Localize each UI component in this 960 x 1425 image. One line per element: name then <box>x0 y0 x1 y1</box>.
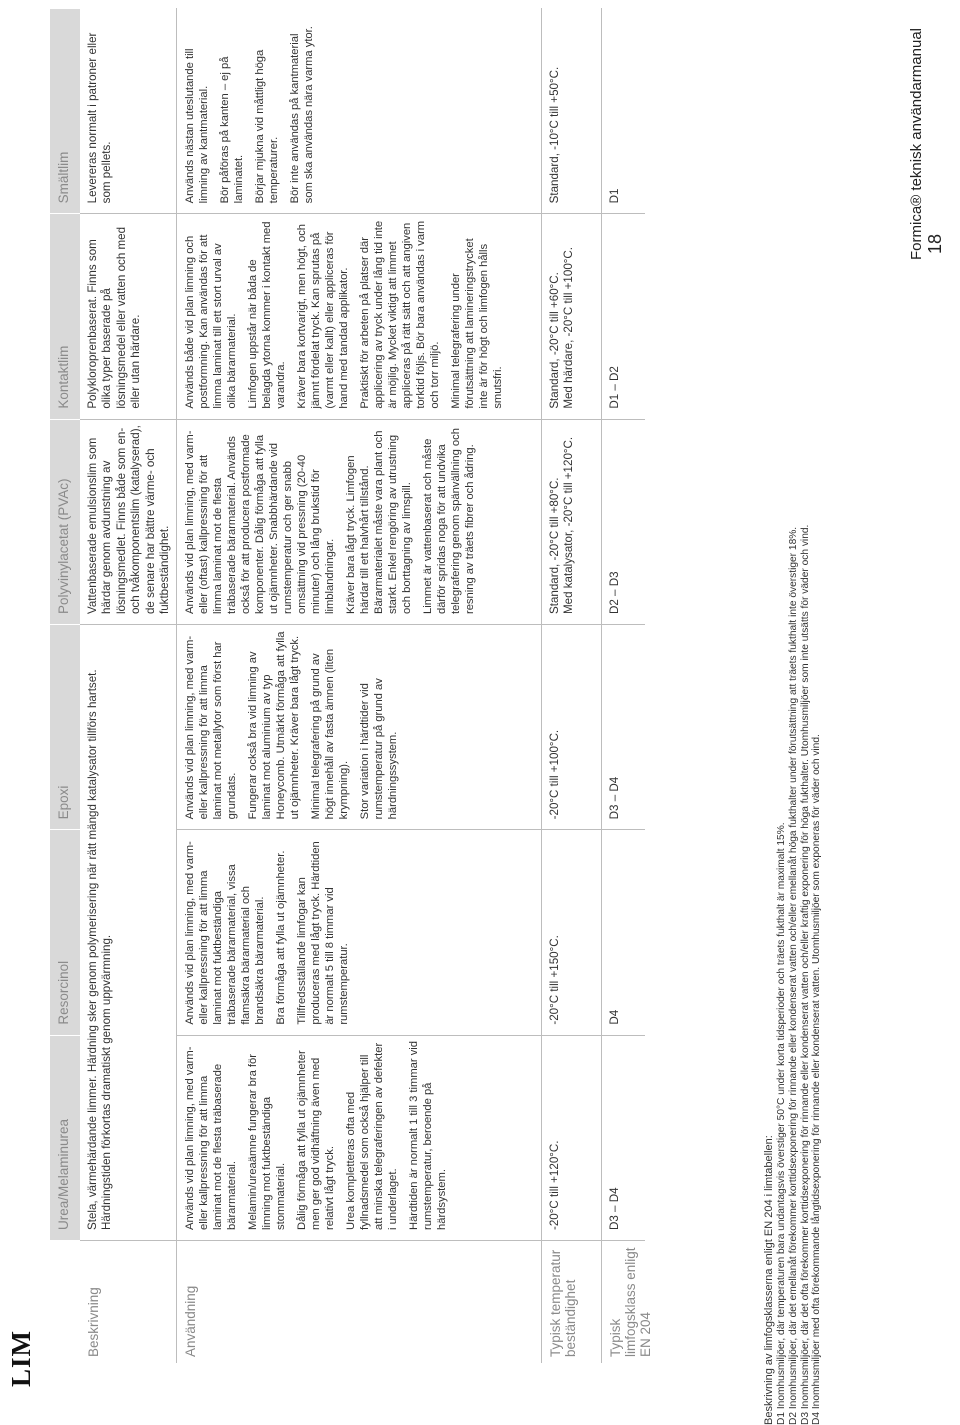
adhesive-table <box>50 8 758 1363</box>
usage-paragraph: Minimal telegrafering på grund av högt innehåll av fasta ämnen (liten krympning). <box>310 648 350 820</box>
usage-paragraph: Bör inte användas på kantmaterial som ska användas nära varma ytor. <box>289 26 315 204</box>
usage-paragraph: Praktiskt för arbeten på platser där applicering av tryck under lång tid inte är möjlig. Mycket viktigt att limmet appliceras på rätt sätt och att angiven torktid följs. Bör bara användas i varm och torr miljö. <box>359 220 441 409</box>
footnote-d1: D1 Inomhusmiljöer, där temperaturen bara undantagsvis överstiger 50°C under korta tidsperioder och träets fukthalt är maximalt 15%. <box>776 822 787 1425</box>
description-smaltlim: Levereras normalt i patroner eller som pellets. <box>86 32 114 204</box>
footer-brand: Formica® <box>908 194 925 260</box>
usage-paragraph: Kräver bara kortvarigt, men högt, och jämnt fördelat tryck. Kan sprutas på (varmt eller kallt) eller appliceras för hand med tandad applikator. <box>296 223 350 409</box>
description-kontaktlim: Polykloroprenbaserat. Finns som olika typer baserade på lösningsmedel eller vatten och med eller utan härdare. <box>80 213 176 418</box>
usage-resorcinol <box>176 829 541 1034</box>
usage-paragraph: Stor variation i härdtider vid rumstemperatur på grund av härdningssystem. <box>359 678 399 820</box>
description-pvac: Vattenbaserade emulsionslim som härdar genom avdunstning av lösningsmedlet. Finns både som en- och tvåkomponentslim (katalyserad), de senare har bättre värme- och fuktbeständighet. <box>80 419 176 624</box>
table-corner <box>50 1240 80 1363</box>
column-header-pvac: Polyvinylacetat (PVAc) <box>50 419 80 624</box>
usage-paragraph: Melamin/ureaämne fungerar bra för limning mot fuktbeständiga stommaterial. <box>247 1054 287 1230</box>
temperature-line: Standard, -20°C till +60°C. <box>548 272 561 409</box>
description-hartser: Stela, värmehärdande limmer. Härdning sker genom polymerisering när rätt mängd katalysator tillförs hartset. Härdningstiden förkortas dramatiskt genom uppvärmning. <box>80 624 176 1240</box>
page-footer <box>908 0 946 260</box>
usage-paragraph: Används vid plan limning, med varm- eller kallpressning för att limma laminat mot metallytor som först har grundats. <box>184 635 238 820</box>
usage-epoxi <box>176 624 541 829</box>
usage-paragraph: Används vid plan limning, med varm- eller kallpressning för att limma laminat mot fuktbeständiga träbaserade bärarmaterial, vissa flamsäkra bärarmaterial och brandsäkra bärarmaterial. <box>184 841 266 1025</box>
usage-smaltlim <box>176 8 541 213</box>
usage-paragraph: Minimal telegrafering under förutsättning att lamineringstrycket inte är för högt och limfogen hålls smutsfri. <box>450 238 504 409</box>
usage-paragraph: Används både vid plan limning och postformning. Kan användas för att limma laminat till ett stort urval av olika bärarmaterial. <box>184 234 238 409</box>
bond-class-epoxi: D3 – D4 <box>601 624 645 829</box>
footer-text: teknisk användarmanual <box>908 27 925 191</box>
temperature-epoxi: -20°C till +100°C. <box>541 624 601 829</box>
temperature-line: Med katalysator, -20°C till +120°C. <box>562 436 576 615</box>
usage-paragraph: Börjar mjukna vid måttligt höga temperaturer. <box>254 49 280 204</box>
usage-pvac <box>176 419 541 624</box>
usage-paragraph: Limmet är vattenbaserat och måste därför spridas noga för att undvika telegrafering genom spänvällning och resning av träets fibrer och ådring. <box>422 428 476 615</box>
temperature-kontaktlim <box>541 213 601 418</box>
footnote-d3: D3 Inomhusmiljöer, där det ofta förekommer korttidsexponering för rinnande eller kondenserat vatten och/eller kraftig exponering för höga fukthalter. Utomhusmiljöer som inte utsätts för väder och vind. <box>799 524 811 1425</box>
footnotes <box>762 425 823 1425</box>
column-header-smaltlim: Smältlim <box>50 8 80 213</box>
page-title: LIM <box>6 1330 36 1387</box>
column-header-resorcinol: Resorcinol <box>50 829 80 1034</box>
column-header-epoxi: Epoxi <box>50 624 80 829</box>
temperature-smaltlim: Standard, -10°C till +50°C. <box>541 8 601 213</box>
usage-paragraph: Härdtiden är normalt 1 till 3 timmar vid rumstemperatur, beroende på härdsystem. <box>408 1040 448 1230</box>
temperature-line: Med härdare, -20°C till +100°C. <box>562 246 576 409</box>
row-label-anvandning: Användning <box>176 1240 541 1363</box>
usage-paragraph: Används vid plan limning, med varm- eller (oftast) kallpressning för att limma laminat mot de flesta träbaserade bärarmaterial. Används också för att producera postformade komponenter. Dålig förmåga att fylla ut ojämnheter. Snabbhärdande vid rumstemperatur och ger snabb omsättning vid pressning (20-40 minuter) och lång brukstid för limblandningar. <box>184 430 336 615</box>
usage-paragraph: Bra förmåga att fylla ut ojämnheter. <box>275 850 287 1025</box>
footnote-d4: D4 Inomhusmiljöer med ofta förekommande långtidsexponering för rinnande eller kondenserat vatten. Utomhusmiljöer som exponeras för väder och vind. <box>811 734 823 1425</box>
usage-paragraph: Bör påföras på kanten – ej på laminatet. <box>219 56 245 204</box>
bond-class-smaltlim: D1 <box>601 8 645 213</box>
footnotes-title: Beskrivning av limfogsklasserna enligt EN 204 i limtabellen: <box>763 1135 775 1425</box>
usage-paragraph: Dålig förmåga att fylla ut ojämnheter men ger god vidhäftning även med relativt lågt tryck. <box>296 1050 336 1230</box>
row-label-limfogsklass: Typisk limfogsklass enligt EN 204 <box>601 1240 645 1363</box>
usage-urea <box>176 1035 541 1240</box>
bond-class-urea: D3 – D4 <box>601 1035 645 1240</box>
row-label-beskrivning: Beskrivning <box>80 1240 176 1363</box>
column-header-urea: Urea/Melaminurea <box>50 1035 80 1240</box>
bond-class-pvac: D2 – D3 <box>601 419 645 624</box>
temperature-line: Standard, -20°C till +80°C. <box>548 477 561 615</box>
footnote-d2: D2 Inomhusmiljöer, där det emellanåt förekommer korttidsexponering för rinnande eller kondenserat vatten och/eller emellanåt höga fukthalter under förutsättning att träets fukthalt inte överstiger 18%. <box>787 526 799 1425</box>
usage-kontaktlim <box>176 213 541 418</box>
temperature-resorcinol: -20°C till +150°C. <box>541 829 601 1034</box>
bond-class-resorcinol: D4 <box>601 829 645 1034</box>
row-label-temperatur: Typisk temperatur beständighet <box>541 1240 601 1363</box>
usage-paragraph: Kräver bara lågt tryck. Limfogen härdar till ett halvhårt tillstånd. Bärarmaterialet måste vara plant och starkt. Enkel rengöring av utrustning och borttagning av limspill. <box>345 430 413 615</box>
usage-paragraph: Limfogen uppstår när båda de belagda ytorna kommer i kontakt med varandra. <box>247 221 287 409</box>
usage-paragraph: Används nästan uteslutande till limning av kantmaterial. <box>184 48 210 204</box>
column-header-kontaktlim: Kontaktlim <box>50 213 80 418</box>
temperature-pvac <box>541 419 601 624</box>
usage-paragraph: Används vid plan limning, med varm- eller kallpressning för att limma laminat mot de flesta träbaserade bärarmaterial. <box>184 1046 238 1230</box>
page-number: 18 <box>925 233 945 254</box>
usage-paragraph: Tillfredsställande limfogar kan produceras med lågt tryck. Härdtiden är normalt 5 till 8 timmar vid rumstemperatur. <box>296 841 350 1025</box>
usage-paragraph: Fungerar också bra vid limning av laminat mot aluminium av typ Honeycomb. Utmärkt förmåga att fylla ut ojämnheter. Kräver bara lågt tryck. <box>247 631 301 820</box>
usage-paragraph: Urea kompletteras ofta med fyllnadsmedel som också hjälper till att minska telegraferingen av defekter i underlaget. <box>345 1042 399 1230</box>
bond-class-kontaktlim: D1 – D2 <box>601 213 645 418</box>
temperature-urea: -20°C till +120°C. <box>541 1035 601 1240</box>
